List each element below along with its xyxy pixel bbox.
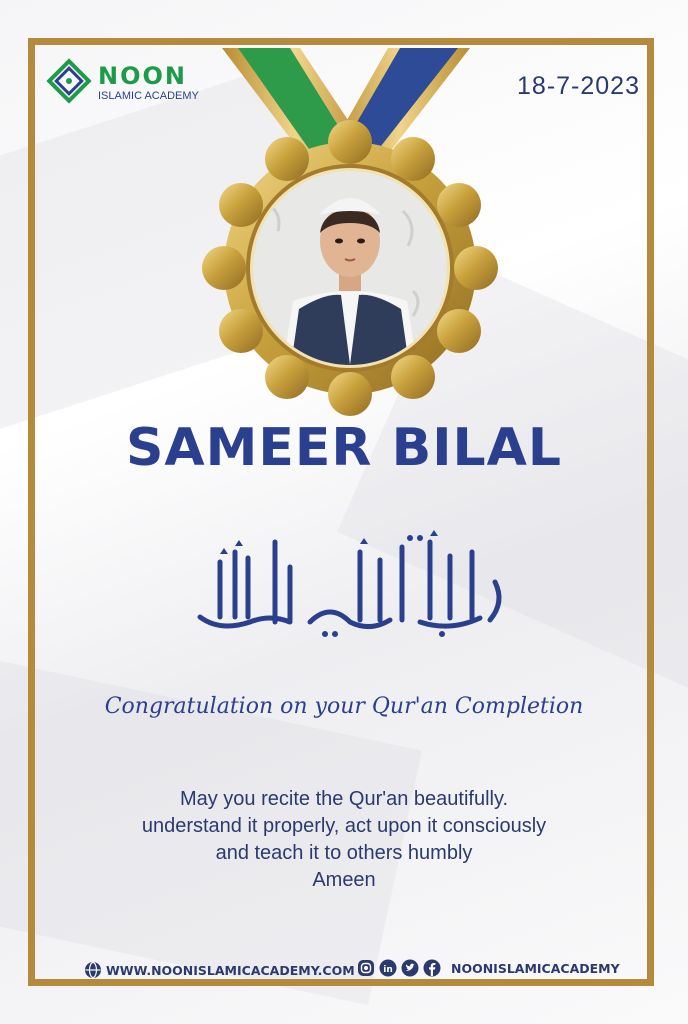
student-portrait (253, 171, 447, 365)
certificate-date: 18-7-2023 (517, 72, 640, 100)
message-line-ameen: Ameen (312, 869, 376, 891)
website-link[interactable] (84, 961, 355, 979)
message-line: and teach it to others humbly (215, 842, 473, 864)
student-name: SAMEER BILAL (125, 418, 563, 478)
blessing-message (0, 786, 688, 894)
instagram-icon[interactable] (357, 959, 375, 977)
twitter-icon[interactable] (401, 959, 419, 977)
linkedin-icon[interactable] (379, 959, 397, 977)
svg-text:in: in (383, 965, 393, 975)
message-line: May you recite the Qur'an beautifully. (179, 788, 509, 810)
facebook-icon[interactable] (423, 959, 441, 977)
congratulation-heading: Congratulation on your Qur'an Completion (104, 694, 584, 719)
certificate-footer (0, 958, 688, 982)
brand-subtitle: ISLAMIC ACADEMY (98, 90, 199, 102)
website-text: WWW.NOONISLAMICACADEMY.COM (106, 962, 355, 978)
arabic-calligraphy (180, 522, 520, 642)
globe-icon (84, 961, 102, 979)
student-photo (253, 171, 447, 365)
social-links (357, 959, 620, 977)
message-line: understand it properly, act upon it consciously (141, 815, 547, 837)
brand-name: NOON (98, 62, 187, 90)
social-handle: NOONISLAMICACADEMY (451, 960, 620, 976)
